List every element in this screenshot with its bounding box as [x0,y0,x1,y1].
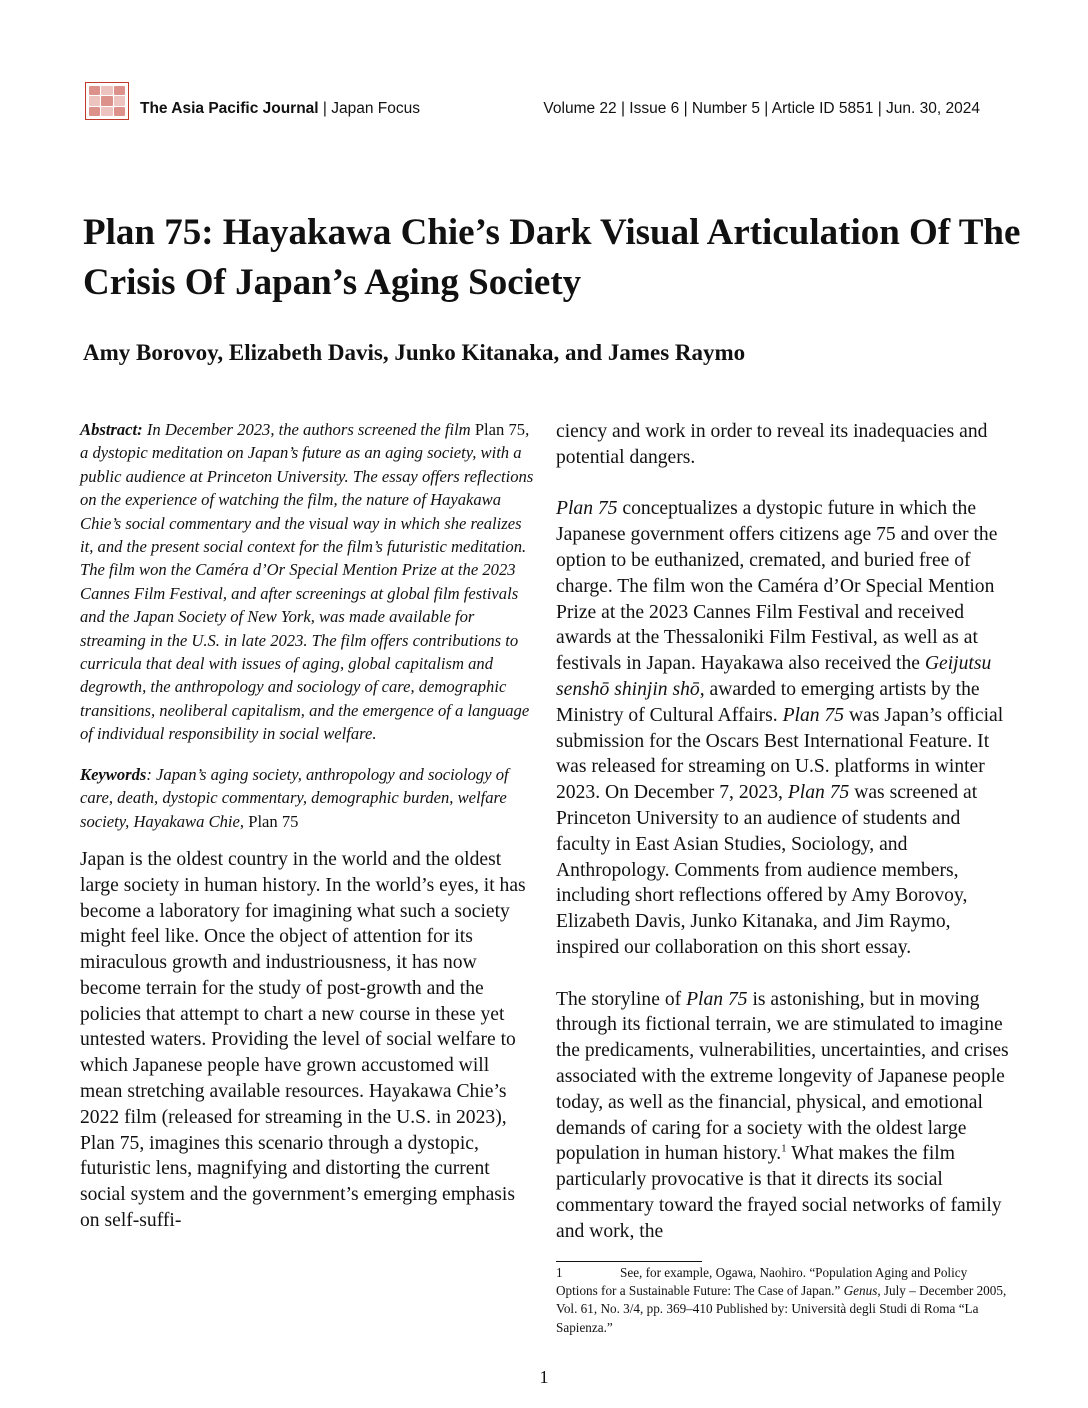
right-column [556,419,1016,1245]
article-title: Plan 75: Hayakawa Chie’s Dark Visual Articulation Of The Crisis Of Japan’s Aging Society [83,212,1021,303]
body-paragraph-4: The storyline of Plan 75 is astonishing, but in moving through its fictional terrain, we are stimulated to imagine the predicaments, vulnerabilities, uncertainties, and crises associated with the extreme longevity of Japanese people today, as well as the financial, physical, and emotional demands of caring for a society with the oldest large population in human history.$^1$ What makes the film particularly provocative is that it directs its social commentary toward the frayed social networks of family and work, the [556,988,1009,1242]
article-authors: Amy Borovoy, Elizabeth Davis, Junko Kitanaka, and James Raymo [83,340,746,365]
left-column [80,418,536,1234]
abstract: Abstract: In December 2023, the authors screened the film Plan 75, a dystopic meditation on Japan’s future as an aging society, with a public audience at Princeton University. The essay offers reflections on the experience of watching the film, the nature of Hayakawa Chie’s social commentary and the visual way in which she realizes it, and the present social context for the film’s futuristic meditation. The film won the Caméra d’Or Special Mention Prize at the 2023 Cannes Film Festival, and after screenings at global film festivals and the Japan Society of New York, was made available for streaming in the U.S. in late 2023. The film offers contributions to curricula that deal with issues of aging, global capitalism and degrowth, the anthropology and sociology of care, demographic transitions, neoliberal capitalism, and the emergence of a language of individual responsibility in social welfare. [80,420,534,744]
journal-seal-logo [85,82,129,120]
footnote-divider [556,1261,702,1262]
body-paragraph-2: ciency and work in order to reveal its inadequacies and potential dangers. [556,421,988,468]
issue-info: Volume 22 | Issue 6 | Number 5 | Article ID 5851 | Jun. 30, 2024 [543,100,980,117]
footnote-marker[interactable]: 1 [781,1142,787,1155]
footnote-1: 1 See, for example, Ogawa, Naohiro. “Population Aging and Policy Options for a Sustainable Future: The Case of Japan.” Genus, July – December 2005, Vol. 61, No. 3/4, pp. 369–410 Published by: Università degli Studi di Roma “La Sapienza.” [556,1265,1007,1335]
body-paragraph-3: Plan 75 conceptualizes a dystopic future in which the Japanese government offers citizens age 75 and over the option to be euthanized, cremated, and buried free of charge. The film won the Caméra d’Or Special Mention Prize at the 2023 Cannes Film Festival and received awards at the Thessaloniki Film Festival, as well as at festivals in Japan. Hayakawa also received the Geijutsu senshō shinjin shō, awarded to emerging artists by the Ministry of Cultural Affairs. Plan 75 was Japan’s official submission for the Oscars Best International Feature. It was released for streaming on U.S. platforms in winter 2023. On December 7, 2023, Plan 75 was screened at Princeton University to an audience of students and faculty in East Asian Studies, Sociology, and Anthropology. Comments from audience members, including short reflections offered by Amy Borovoy, Elizabeth Davis, Junko Kitanaka, and Jim Raymo, inspired our collaboration on this short essay. [556,498,1004,958]
journal-name: The Asia Pacific Journal | Japan Focus [140,100,420,117]
page-number: 1 [539,1367,549,1387]
keywords: Keywords: Japan’s aging society, anthropology and sociology of care, death, dystopic commentary, demographic burden, welfare society, Hayakawa Chie, Plan 75 [80,764,509,831]
body-paragraph-1: Japan is the oldest country in the world and the oldest large society in human history. In the world’s eyes, it has become a laboratory for imagining what such a society might feel like. Once the object of attention for its miraculous growth and industriousness, it has now become terrain for the study of post-growth and the policies that attempt to chart a new course in these yet untested waters. Providing the level of social welfare to which Japanese people have grown accustomed will mean stretching available resources. Hayakawa Chie’s 2022 film (released for streaming in the U.S. in 2023), Plan 75, imagines this scenario through a dystopic, futuristic lens, magnifying and distorting the current social system and the government’s emerging emphasis on self-suffi- [80,848,526,1232]
